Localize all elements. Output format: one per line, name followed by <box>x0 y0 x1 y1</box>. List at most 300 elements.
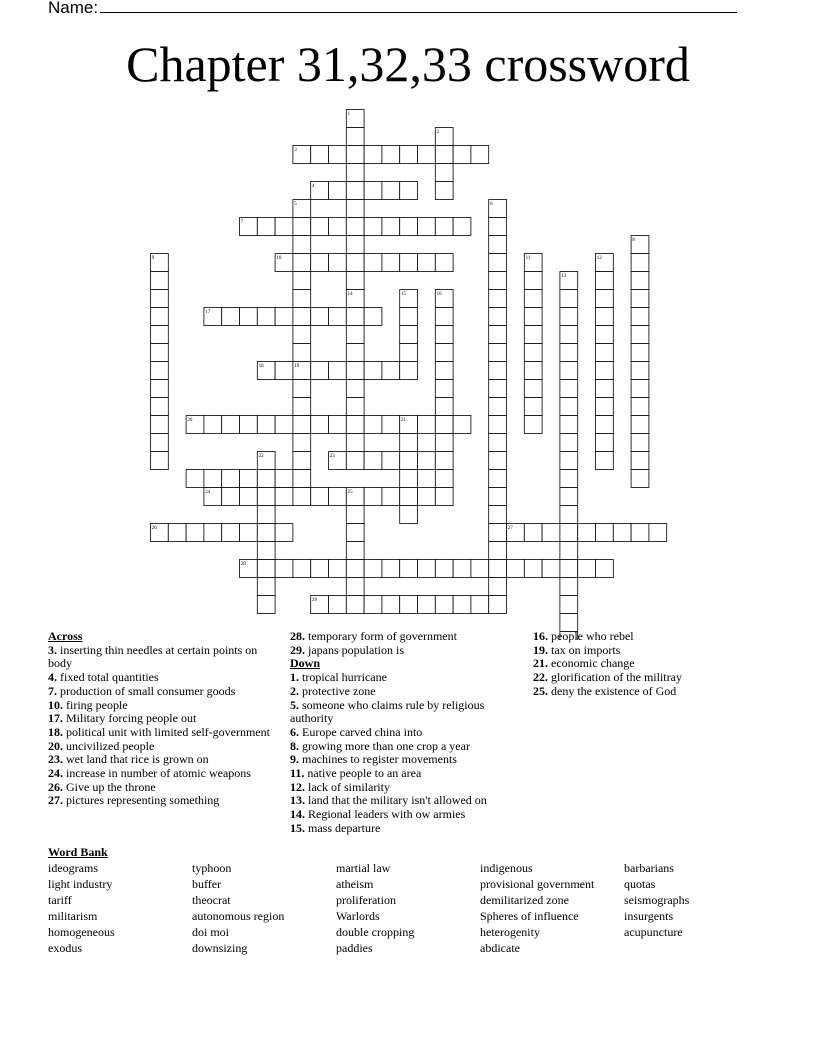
grid-cell[interactable] <box>400 470 418 488</box>
grid-cell[interactable] <box>346 146 364 164</box>
grid-cell[interactable] <box>578 524 596 542</box>
grid-cell[interactable] <box>346 164 364 182</box>
grid-cell[interactable] <box>435 308 453 326</box>
grid-cell[interactable] <box>293 236 311 254</box>
grid-cell[interactable] <box>400 560 418 578</box>
grid-cell[interactable] <box>364 560 382 578</box>
down-clue <box>290 822 520 836</box>
grid-cell[interactable] <box>151 308 169 326</box>
grid-cell[interactable] <box>293 344 311 362</box>
grid-cell[interactable] <box>222 416 240 434</box>
grid-cell[interactable] <box>382 416 400 434</box>
grid-cell[interactable] <box>151 290 169 308</box>
grid-cell[interactable] <box>560 380 578 398</box>
grid-cell[interactable] <box>311 146 329 164</box>
grid-cell[interactable] <box>400 362 418 380</box>
grid-cell[interactable] <box>560 344 578 362</box>
grid-cell[interactable] <box>400 218 418 236</box>
grid-cell[interactable] <box>560 452 578 470</box>
clue-text: temporary form of government <box>305 629 457 643</box>
grid-cell[interactable] <box>596 344 614 362</box>
grid-cell[interactable] <box>631 308 649 326</box>
grid-cell[interactable] <box>346 236 364 254</box>
grid-cell[interactable] <box>596 362 614 380</box>
grid-cell[interactable] <box>524 380 542 398</box>
grid-cell[interactable] <box>489 236 507 254</box>
grid-cell[interactable] <box>489 470 507 488</box>
grid-cell[interactable] <box>631 344 649 362</box>
grid-cell[interactable] <box>596 452 614 470</box>
grid-cell[interactable] <box>489 434 507 452</box>
grid-cell[interactable] <box>524 290 542 308</box>
grid-cell[interactable] <box>382 596 400 614</box>
grid-cell[interactable] <box>151 272 169 290</box>
grid-cell[interactable] <box>489 380 507 398</box>
grid-cell[interactable] <box>346 506 364 524</box>
grid-cell[interactable] <box>489 254 507 272</box>
grid-cell[interactable] <box>329 218 347 236</box>
grid-cell[interactable] <box>240 470 258 488</box>
grid-cell[interactable] <box>489 362 507 380</box>
grid-cell[interactable] <box>453 596 471 614</box>
grid-cell[interactable] <box>204 470 222 488</box>
grid-cell[interactable] <box>293 452 311 470</box>
grid-cell[interactable] <box>364 452 382 470</box>
grid-cell[interactable] <box>400 254 418 272</box>
grid-cell[interactable] <box>418 146 436 164</box>
grid-cell[interactable] <box>471 560 489 578</box>
grid-cell[interactable] <box>489 452 507 470</box>
grid-cell[interactable] <box>293 254 311 272</box>
grid-cell[interactable] <box>560 488 578 506</box>
grid-cell[interactable] <box>346 434 364 452</box>
grid-cell[interactable] <box>257 524 275 542</box>
grid-cell[interactable] <box>400 488 418 506</box>
grid-cell[interactable] <box>346 596 364 614</box>
grid-cell[interactable] <box>275 560 293 578</box>
grid-cell[interactable] <box>329 362 347 380</box>
grid-cell[interactable] <box>329 146 347 164</box>
grid-cell[interactable] <box>435 344 453 362</box>
grid-cell[interactable] <box>382 254 400 272</box>
grid-cell[interactable] <box>489 272 507 290</box>
grid-cell[interactable] <box>596 308 614 326</box>
grid-cell[interactable] <box>524 308 542 326</box>
grid-cell[interactable] <box>542 524 560 542</box>
grid-cell[interactable] <box>631 326 649 344</box>
word-bank-item: heterogenity <box>480 925 540 940</box>
grid-cell[interactable] <box>631 524 649 542</box>
grid-cell[interactable] <box>346 362 364 380</box>
grid-cell[interactable] <box>204 524 222 542</box>
grid-cell[interactable] <box>631 398 649 416</box>
grid-cell[interactable] <box>631 290 649 308</box>
grid-cell[interactable] <box>435 218 453 236</box>
grid-cell[interactable] <box>489 308 507 326</box>
grid-cell[interactable] <box>400 596 418 614</box>
grid-cell[interactable] <box>151 434 169 452</box>
grid-cell[interactable] <box>382 146 400 164</box>
grid-cell[interactable] <box>346 218 364 236</box>
grid-cell[interactable] <box>578 560 596 578</box>
grid-cell[interactable] <box>151 380 169 398</box>
grid-cell[interactable] <box>489 560 507 578</box>
grid-cell[interactable] <box>257 218 275 236</box>
grid-cell[interactable] <box>257 416 275 434</box>
grid-cell[interactable] <box>293 218 311 236</box>
grid-cell[interactable] <box>418 218 436 236</box>
clue-text: someone who claims rule by religious authority <box>290 697 485 726</box>
grid-cell[interactable] <box>204 416 222 434</box>
grid-cell[interactable] <box>151 416 169 434</box>
clue-number-label: 3. <box>48 642 57 657</box>
grid-cell[interactable] <box>186 470 204 488</box>
grid-cell[interactable] <box>524 362 542 380</box>
clue-number-label: 20. <box>48 738 63 753</box>
grid-cell[interactable] <box>489 506 507 524</box>
grid-cell[interactable] <box>560 524 578 542</box>
down-clue <box>290 794 520 808</box>
grid-cell[interactable] <box>596 560 614 578</box>
grid-cell[interactable] <box>364 416 382 434</box>
word-bank-item: martial law <box>336 861 391 875</box>
clue-text: growing more than one crop a year <box>299 738 470 753</box>
grid-cell[interactable] <box>435 164 453 182</box>
grid-cell[interactable] <box>596 272 614 290</box>
grid-cell[interactable] <box>151 326 169 344</box>
grid-cell[interactable] <box>560 362 578 380</box>
grid-cell[interactable] <box>293 308 311 326</box>
grid-cell[interactable] <box>311 488 329 506</box>
grid-cell[interactable] <box>275 524 293 542</box>
grid-cell[interactable] <box>257 470 275 488</box>
grid-cell[interactable] <box>524 560 542 578</box>
clue-number-label: 18. <box>48 724 63 739</box>
grid-cell[interactable] <box>418 416 436 434</box>
grid-cell[interactable] <box>524 344 542 362</box>
grid-cell[interactable] <box>346 524 364 542</box>
grid-cell[interactable] <box>560 416 578 434</box>
grid-cell[interactable] <box>489 542 507 560</box>
grid-cell[interactable] <box>489 344 507 362</box>
grid-cell[interactable] <box>435 398 453 416</box>
grid-cell[interactable] <box>364 146 382 164</box>
grid-cell[interactable] <box>435 182 453 200</box>
grid-cell[interactable] <box>471 146 489 164</box>
clue-text: japans population is <box>305 642 404 657</box>
grid-cell[interactable] <box>346 200 364 218</box>
grid-cell[interactable] <box>400 506 418 524</box>
grid-cell[interactable] <box>346 308 364 326</box>
grid-cell[interactable] <box>382 362 400 380</box>
grid-cell[interactable] <box>382 218 400 236</box>
grid-cell[interactable] <box>631 452 649 470</box>
grid-cell[interactable] <box>596 524 614 542</box>
grid-cell[interactable] <box>293 488 311 506</box>
word-bank-item: demilitarized zone <box>480 893 569 908</box>
grid-cell[interactable] <box>329 560 347 578</box>
grid-cell[interactable] <box>435 452 453 470</box>
grid-cell[interactable] <box>560 308 578 326</box>
grid-cell[interactable] <box>329 488 347 506</box>
grid-cell[interactable] <box>329 308 347 326</box>
grid-cell[interactable] <box>560 596 578 614</box>
grid-cell[interactable] <box>275 308 293 326</box>
grid-cell[interactable] <box>275 362 293 380</box>
grid-cell[interactable] <box>524 326 542 344</box>
grid-cell[interactable] <box>524 524 542 542</box>
grid-cell[interactable] <box>240 416 258 434</box>
grid-cell[interactable] <box>400 452 418 470</box>
grid-cell[interactable] <box>524 416 542 434</box>
grid-cell[interactable] <box>364 182 382 200</box>
grid-cell[interactable] <box>346 128 364 146</box>
grid-cell[interactable] <box>293 380 311 398</box>
clue-number-label: 11. <box>290 766 305 781</box>
grid-cell[interactable] <box>489 488 507 506</box>
grid-cell[interactable] <box>435 380 453 398</box>
grid-cell[interactable] <box>311 416 329 434</box>
grid-cell[interactable] <box>364 596 382 614</box>
grid-cell[interactable] <box>257 578 275 596</box>
grid-cell[interactable] <box>596 326 614 344</box>
grid-cell[interactable] <box>329 254 347 272</box>
grid-cell[interactable] <box>257 542 275 560</box>
grid-cell[interactable] <box>275 416 293 434</box>
clue-text: political unit with limited self-government <box>63 724 270 739</box>
grid-cell[interactable] <box>400 308 418 326</box>
grid-cell[interactable] <box>560 506 578 524</box>
grid-cell[interactable] <box>240 524 258 542</box>
grid-cell[interactable] <box>435 560 453 578</box>
grid-cell[interactable] <box>240 488 258 506</box>
grid-cell[interactable] <box>471 596 489 614</box>
grid-cell[interactable] <box>631 380 649 398</box>
grid-cell[interactable] <box>293 398 311 416</box>
clue-number-label: 5. <box>290 697 299 712</box>
grid-cell[interactable] <box>382 560 400 578</box>
grid-cell[interactable] <box>275 488 293 506</box>
clue-number-label: 12. <box>290 779 305 794</box>
grid-cell[interactable] <box>311 254 329 272</box>
grid-cell[interactable] <box>596 398 614 416</box>
grid-cell[interactable] <box>151 452 169 470</box>
grid-cell[interactable] <box>293 470 311 488</box>
grid-cell[interactable] <box>489 218 507 236</box>
grid-cell[interactable] <box>346 254 364 272</box>
grid-cell[interactable] <box>418 488 436 506</box>
grid-cell[interactable] <box>596 416 614 434</box>
grid-cell[interactable] <box>293 560 311 578</box>
grid-cell[interactable] <box>453 146 471 164</box>
grid-cell[interactable] <box>435 416 453 434</box>
down-clue <box>290 699 520 726</box>
grid-cell[interactable] <box>435 470 453 488</box>
grid-cell[interactable] <box>453 560 471 578</box>
clue-text: production of small consumer goods <box>57 683 236 698</box>
grid-cell[interactable] <box>400 326 418 344</box>
across-clue <box>48 726 278 740</box>
grid-cell[interactable] <box>489 416 507 434</box>
across-clue <box>48 644 278 671</box>
grid-cell[interactable] <box>524 272 542 290</box>
grid-cell[interactable] <box>293 416 311 434</box>
grid-cell[interactable] <box>311 362 329 380</box>
grid-cell[interactable] <box>186 524 204 542</box>
word-bank-item: ideograms <box>48 861 98 875</box>
grid-cell[interactable] <box>631 416 649 434</box>
grid-cell[interactable] <box>435 434 453 452</box>
grid-cell[interactable] <box>222 470 240 488</box>
grid-cell[interactable] <box>151 362 169 380</box>
grid-cell[interactable] <box>613 524 631 542</box>
grid-cell[interactable] <box>631 362 649 380</box>
grid-cell[interactable] <box>507 560 525 578</box>
grid-cell[interactable] <box>222 488 240 506</box>
grid-cell[interactable] <box>346 182 364 200</box>
grid-cell[interactable] <box>560 560 578 578</box>
grid-cell[interactable] <box>364 488 382 506</box>
grid-cell[interactable] <box>400 182 418 200</box>
grid-cell[interactable] <box>418 560 436 578</box>
grid-cell[interactable] <box>364 254 382 272</box>
grid-cell[interactable] <box>524 398 542 416</box>
word-bank-item: double cropping <box>336 925 415 940</box>
grid-cell[interactable] <box>293 290 311 308</box>
grid-cell[interactable] <box>400 344 418 362</box>
grid-cell[interactable] <box>346 380 364 398</box>
clue-number: 25 <box>347 490 353 496</box>
grid-cell[interactable] <box>560 290 578 308</box>
grid-cell[interactable] <box>346 452 364 470</box>
grid-cell[interactable] <box>596 434 614 452</box>
grid-cell[interactable] <box>631 254 649 272</box>
clue-number-label: 7. <box>48 683 57 698</box>
across-clue <box>48 712 278 726</box>
across-clue <box>48 685 278 699</box>
grid-cell[interactable] <box>293 272 311 290</box>
grid-cell[interactable] <box>382 488 400 506</box>
grid-cell[interactable] <box>293 326 311 344</box>
grid-cell[interactable] <box>435 146 453 164</box>
grid-cell[interactable] <box>631 272 649 290</box>
grid-cell[interactable] <box>240 308 258 326</box>
grid-cell[interactable] <box>329 416 347 434</box>
grid-cell[interactable] <box>311 218 329 236</box>
grid-cell[interactable] <box>453 218 471 236</box>
clue-number-label: 22. <box>533 670 548 685</box>
grid-cell[interactable] <box>364 308 382 326</box>
clue-text: Europe carved china into <box>299 724 423 739</box>
grid-cell[interactable] <box>257 506 275 524</box>
clue-number-label: 15. <box>290 820 305 835</box>
grid-cell[interactable] <box>346 416 364 434</box>
grid-cell[interactable] <box>257 596 275 614</box>
grid-cell[interactable] <box>346 326 364 344</box>
grid-cell[interactable] <box>489 578 507 596</box>
grid-cell[interactable] <box>329 596 347 614</box>
grid-cell[interactable] <box>560 326 578 344</box>
clue-number-label: 24. <box>48 766 63 781</box>
grid-cell[interactable] <box>649 524 667 542</box>
grid-cell[interactable] <box>222 308 240 326</box>
word-bank-item: Spheres of influence <box>480 909 579 924</box>
clue-text: Regional leaders with ow armies <box>305 807 466 822</box>
grid-cell[interactable] <box>364 362 382 380</box>
grid-cell[interactable] <box>346 578 364 596</box>
grid-cell[interactable] <box>435 488 453 506</box>
grid-cell[interactable] <box>418 254 436 272</box>
grid-cell[interactable] <box>489 524 507 542</box>
grid-cell[interactable] <box>346 542 364 560</box>
clue-number-label: 27. <box>48 793 63 808</box>
grid-cell[interactable] <box>400 146 418 164</box>
grid-cell[interactable] <box>346 344 364 362</box>
grid-cell[interactable] <box>257 560 275 578</box>
name-label: Name: <box>48 0 99 17</box>
grid-cell[interactable] <box>275 218 293 236</box>
grid-cell[interactable] <box>275 470 293 488</box>
down-clue <box>290 753 520 767</box>
grid-cell[interactable] <box>418 596 436 614</box>
grid-cell[interactable] <box>631 434 649 452</box>
grid-cell[interactable] <box>346 398 364 416</box>
grid-cell[interactable] <box>382 452 400 470</box>
grid-cell[interactable] <box>151 398 169 416</box>
grid-cell[interactable] <box>596 380 614 398</box>
grid-cell[interactable] <box>151 344 169 362</box>
grid-cell[interactable] <box>257 488 275 506</box>
grid-cell[interactable] <box>560 470 578 488</box>
grid-cell[interactable] <box>222 524 240 542</box>
clue-number-label: 14. <box>290 807 305 822</box>
grid-cell[interactable] <box>453 416 471 434</box>
grid-cell[interactable] <box>435 326 453 344</box>
grid-cell[interactable] <box>418 452 436 470</box>
clue-number-label: 29. <box>290 642 305 657</box>
grid-cell[interactable] <box>489 290 507 308</box>
grid-cell[interactable] <box>560 542 578 560</box>
grid-cell[interactable] <box>435 362 453 380</box>
grid-cell[interactable] <box>489 398 507 416</box>
grid-cell[interactable] <box>382 182 400 200</box>
grid-cell[interactable] <box>346 272 364 290</box>
grid-cell[interactable] <box>311 308 329 326</box>
clue-number-label: 9. <box>290 752 299 767</box>
grid-cell[interactable] <box>329 182 347 200</box>
grid-cell[interactable] <box>489 596 507 614</box>
grid-cell[interactable] <box>596 290 614 308</box>
grid-cell[interactable] <box>542 560 560 578</box>
grid-cell[interactable] <box>400 434 418 452</box>
down-clue <box>533 685 763 699</box>
grid-cell[interactable] <box>435 596 453 614</box>
grid-cell[interactable] <box>435 254 453 272</box>
grid-cell[interactable] <box>560 434 578 452</box>
clue-number: 15 <box>401 292 406 298</box>
grid-cell[interactable] <box>560 578 578 596</box>
grid-cell[interactable] <box>293 434 311 452</box>
word-bank-item: acupuncture <box>624 925 683 940</box>
grid-cell[interactable] <box>364 218 382 236</box>
grid-cell[interactable] <box>560 398 578 416</box>
grid-cell[interactable] <box>346 560 364 578</box>
grid-cell[interactable] <box>489 326 507 344</box>
grid-cell[interactable] <box>257 308 275 326</box>
grid-cell[interactable] <box>311 560 329 578</box>
grid-cell[interactable] <box>168 524 186 542</box>
grid-cell[interactable] <box>631 470 649 488</box>
